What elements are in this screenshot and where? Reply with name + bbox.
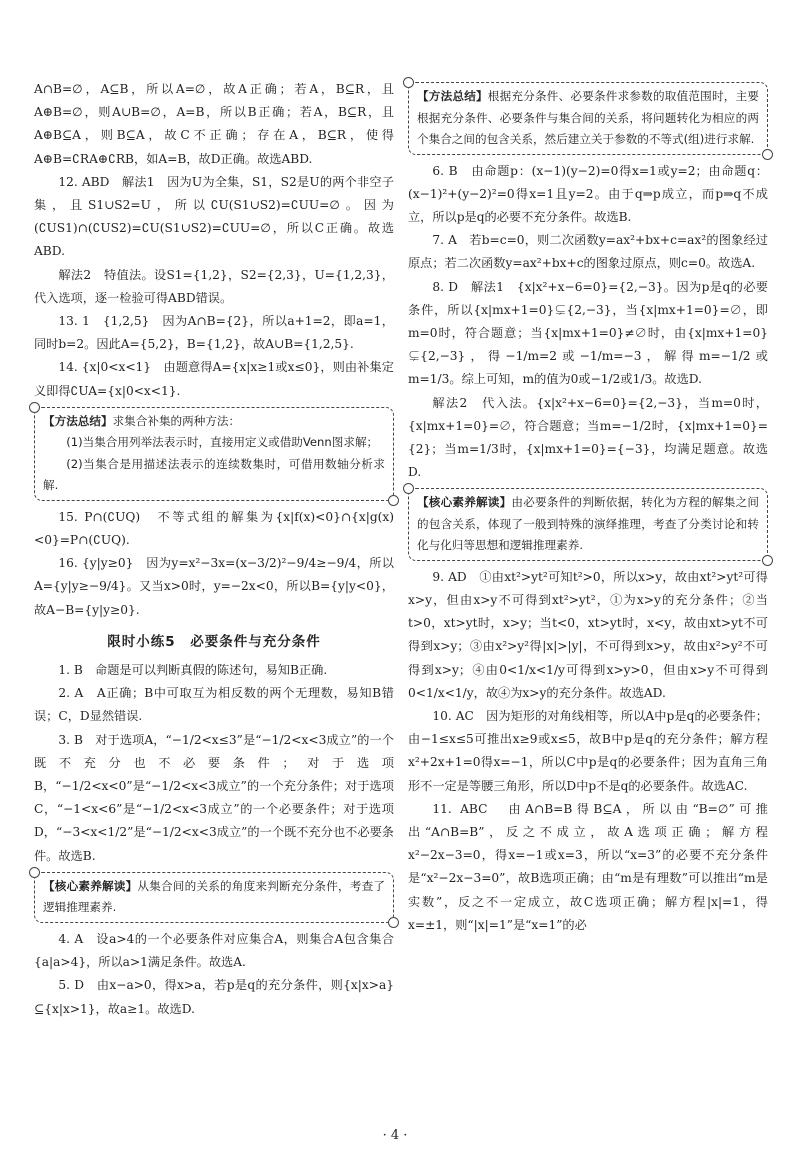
box-tag: 【方法总结】 <box>417 89 488 103</box>
answer-s7: 7. A 若b=c=0，则二次函数y=ax²+bx+c=ax²的图象经过原点；若二次函数y=ax²+bx+c的图象过原点，则c=0。故选A. <box>408 233 768 271</box>
box-text: 从集合间的关系的角度来判断充分条件，考查了逻辑推理素养. <box>43 878 385 915</box>
answer-s8-method-2: 解法2 代入法。{x|x²+x−6=0}={2,−3}，当m=0时，{x|mx+1=0}=∅，符合题意；当m=−1/2时，{x|mx+1=0}={2}；当m=1/3时，{x|mx+1=0}={−3}，均满足题意。故选D. <box>408 395 768 480</box>
answer-12: 12. ABD 解法1 因为U为全集，S1，S2是U的两个非空子集，且S1∪S2=U，所以∁U(S1∪S2)=∁UU=∅。因为(∁US1)∩(∁US2)=∁U(S1∪S2)=∁UU=∅，所以C正确。故选ABD. <box>34 174 394 259</box>
core-literacy-box <box>34 872 394 923</box>
answer-s2: 2. A A正确；B中可取互为相反数的两个无理数，易知B错误；C，D显然错误. <box>34 686 394 724</box>
answer-16: 16. {y|y≥0} 因为y=x²−3x=(x−3/2)²−9/4≥−9/4，所以A={y|y≥−9/4}。又当x>0时，y=−2x<0，所以B={y|y<0}，故A−B={y|y≥0}. <box>34 556 394 617</box>
box-line-1: (1)当集合用列举法表示时，直接用定义或借助Venn图求解； <box>66 435 379 450</box>
box-title: 求集合补集的两种方法： <box>112 413 241 428</box>
box-tag: 【核心素养解读】 <box>43 878 138 893</box>
section-title: 限时小练5 必要条件与充分条件 <box>107 633 321 650</box>
answer-s5: 5. D 由x−a>0，得x>a，若p是q的充分条件，则{x|x>a}⊆{x|x>1}，故a≥1。故选D. <box>34 978 394 1016</box>
answer-s4: 4. A 设a>4的一个必要条件对应集合A，则集合A包含集合{a|a>4}，所以a>1满足条件。故选A. <box>34 931 394 970</box>
box-tag: 【方法总结】 <box>43 413 113 428</box>
answer-s6: 6. B 由命题p：(x−1)(y−2)=0得x=1或y=2；由命题q：(x−1)²+(y−2)²=0得x=1且y=2。由于q⇒p成立，而p⇒q不成立，所以p是q的必要不充分条件。故选B. <box>408 163 768 224</box>
answer-14: 14. {x|0<x<1} 由题意得A={x|x≥1或x≤0}，则由补集定义即得∁UA={x|0<x<1}. <box>34 360 394 398</box>
box-line-2: (2)当集合是用描述法表示的连续数集时，可借用数轴分析求解. <box>43 456 385 493</box>
answer-s3: 3. B 对于选项A，“−1/2<x≤3”是“−1/2<x<3成立”的一个既不充分也不必要条件；对于选项B，“−1/2<x<0”是“−1/2<x<3成立”的一个充分条件；对于选项C，“−1<x<6”是“−1/2<x<3成立”的一个必要条件；对于选项D，“−3<x<1/2”是“−1/2<x<3成立”的一个既不充分也不必要条件。故选B. <box>34 732 394 863</box>
right-column <box>408 78 768 937</box>
answer-13: 13. 1 {1,2,5} 因为A∩B={2}，所以a+1=2，即a=1，同时b=2。因此A={5,2}，B={1,2}，故A∪B={1,2,5}. <box>34 314 394 352</box>
box-tag: 【核心素养解读】 <box>417 495 512 510</box>
box-text: 由必要条件的判断依据，转化为方程的解集之间的包含关系，体现了一般到特殊的演绎推理，考查了分类讨论和转化与化归等思想和逻辑推理素养. <box>417 495 759 553</box>
answer-s8: 8. D 解法1 {x|x²+x−6=0}={2,−3}。因为p是q的必要条件，所以{x|mx+1=0}⊊{2,−3}，当{x|mx+1=0}=∅，即m=0时，符合题意；当{x|mx+1=0}≠∅时，由{x|mx+1=0}⊊{2,−3}，得−1/m=2或−1/m=−3，解得m=−1/2或m=1/3。综上可知，m的值为0或−1/2或1/3。故选D. <box>408 279 768 387</box>
left-column <box>34 78 394 1021</box>
method-summary-box <box>34 407 394 501</box>
answer-s11: 11. ABC 由A∩B=B得B⊆A，所以由“B=∅”可推出“A∩B=B”，反之不成立，故A选项正确；解方程x²−2x−3=0，得x=−1或x=3，所以“x=3”的必要不充分条件是“x²−2x−3=0”，故B选项正确；由“m是有理数”可以推出“m是实数”，反之不一定成立，故C选项正确；解方程|x|=1，得x=±1，则“|x|=1”是“x=1”的必 <box>408 801 768 932</box>
page-number: · 4 · <box>382 1128 408 1143</box>
para-continued: A∩B=∅，A⊆B，所以A=∅，故A正确；若A，B⊆R，且A⊕B=∅，则A∪B=∅，A=B，所以B正确；若A，B⊆R，且A⊕B⊆A，则B⊆A，故C不正确；存在A，B⊆R，使得A⊕B=∁RA⊕∁RB，如A=B，故D正确。故选ABD. <box>34 82 394 166</box>
method-summary-box-2 <box>408 82 768 155</box>
answer-s9: 9. AD ①由xt²>yt²可知t²>0，所以x>y，故由xt²>yt²可得x>y，但由x>y不可得到xt²>yt²，①为x>y的充分条件；②当t>0，xt>yt时，x>y；当t<0，xt>yt时，x<y，故由xt>yt不可得到x>y；③由x²>y²得|x|>|y|，不可得到x>y，故由x²>y²不可得到x>y；④由0<1/x<1/y可得到x>y>0，但由x>y不可得到0<1/x<1/y，故④为x>y的充分条件。故选AD. <box>408 569 768 700</box>
answer-s10: 10. AC 因为矩形的对角线相等，所以A中p是q的必要条件；由−1≤x≤5可推出x≥9或x≤5，故B中p是q的充分条件；解方程x²+2x+1=0得x=−1，所以C中p是q的必要条件；因为直角三角形不一定是等腰三角形，所以D中p不是q的必要条件。故选AC. <box>408 709 768 793</box>
box-text: 根据充分条件、必要条件求参数的取值范围时，主要根据充分条件、必要条件与集合间的关系，将问题转化为相应的两个集合之间的包含关系，然后建立关于参数的不等式(组)进行求解. <box>417 89 759 146</box>
answer-12-method-2: 解法2 特值法。设S1={1,2}，S2={2,3}，U={1,2,3}，代入选项，逐一检验可得ABD错误。 <box>34 267 394 305</box>
core-literacy-box-2 <box>408 488 768 561</box>
answer-15: 15. P∩(∁UQ) 不等式组的解集为{x|f(x)<0}∩{x|g(x)<0}=P∩(∁UQ). <box>34 509 394 548</box>
answer-s1: 1. B 命题是可以判断真假的陈述句，易知B正确. <box>58 663 328 678</box>
